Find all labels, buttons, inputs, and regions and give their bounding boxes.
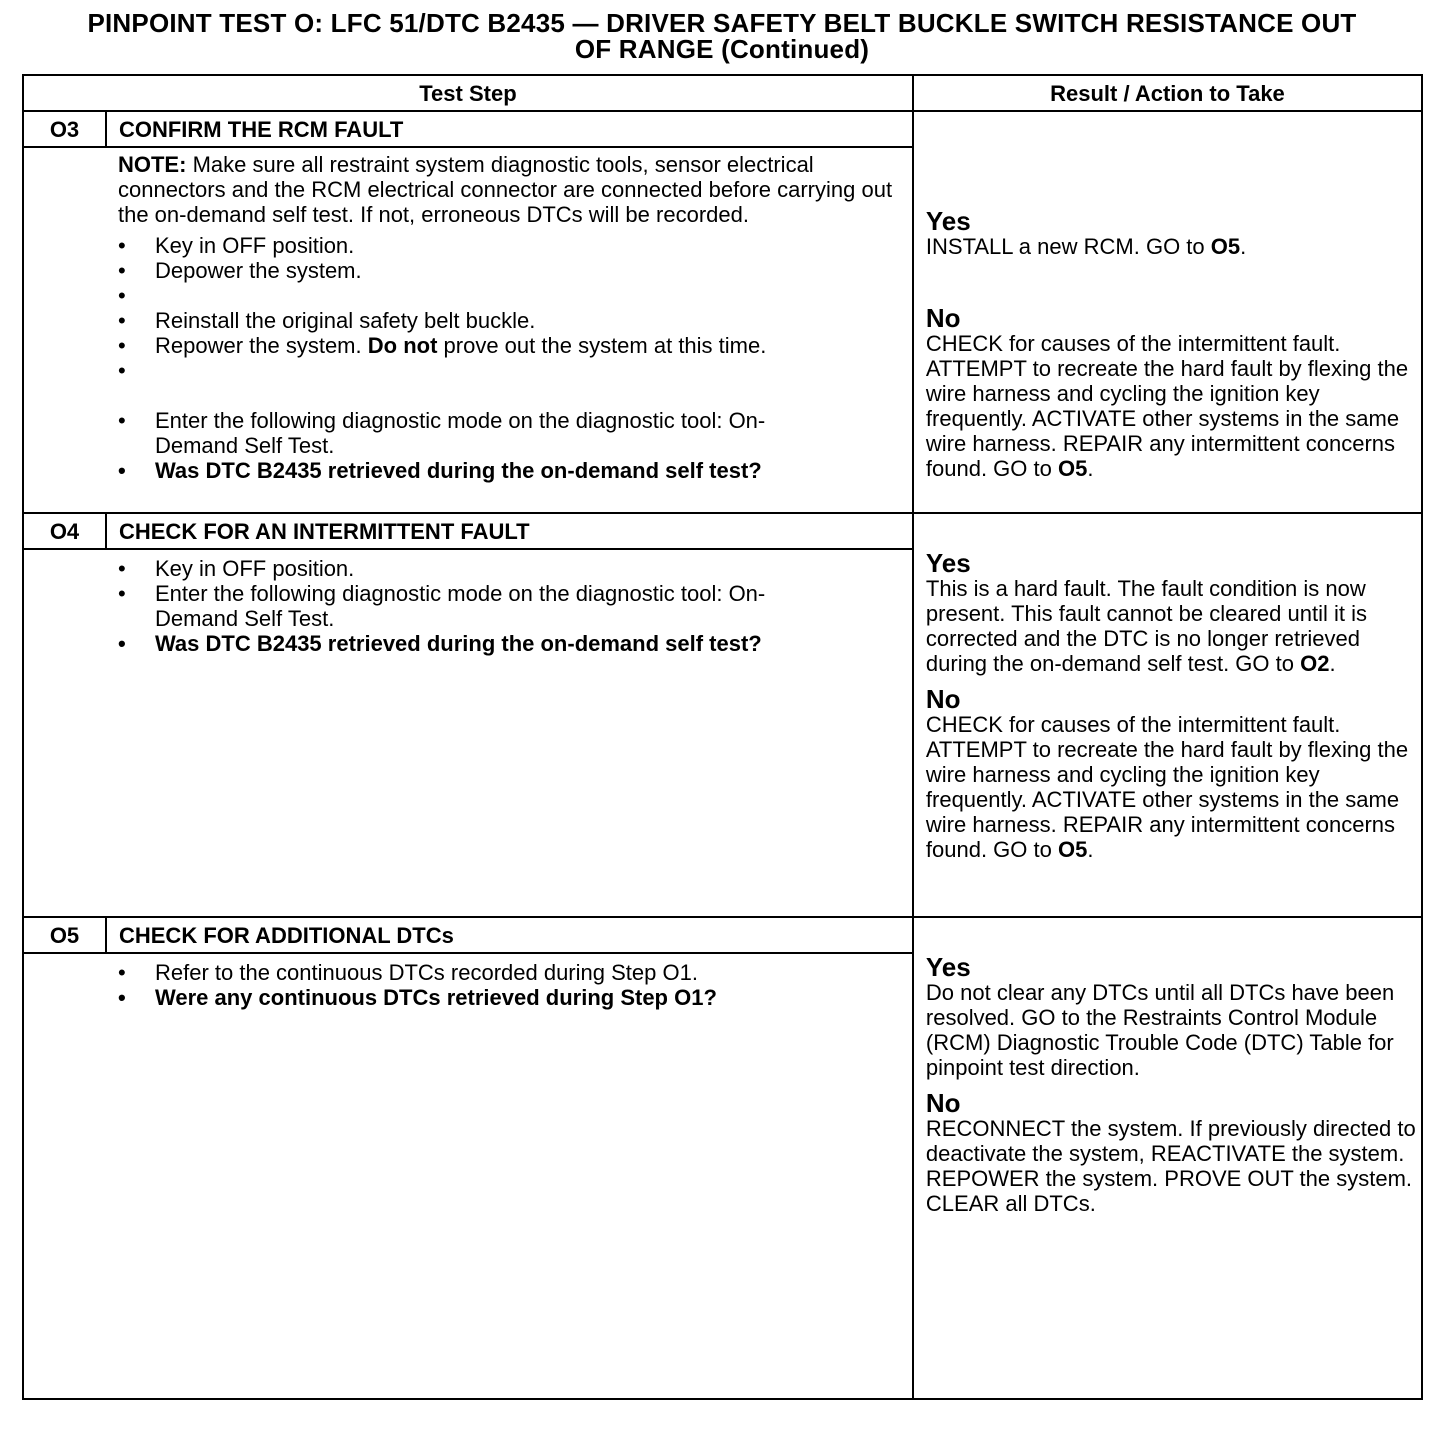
yes-label: Yes [925, 206, 971, 236]
yes-action: This is a hard fault. The fault condition is now present. This fault cannot be cleared until it is corrected and the DTC is no longer retrieved during the on-demand self test. GO to O2. [925, 576, 1367, 676]
step-row-o5-title [23, 917, 1422, 953]
result-cell-o5 [913, 917, 1422, 1399]
bullet-list [118, 960, 900, 1010]
list-item: • Enter the following diagnostic mode on the diagnostic tool: On-Demand Self Test. [118, 408, 900, 458]
pinpoint-test-table [22, 74, 1423, 1400]
step-title: CONFIRM THE RCM FAULT [106, 111, 913, 147]
list-item: • Depower the system. [118, 258, 900, 283]
no-action: CHECK for causes of the intermittent fault. ATTEMPT to recreate the hard fault by flexing the wire harness and cycling the ignition key frequently. ACTIVATE other systems in the same wire harness. REPAIR any intermittent concerns found. GO to O5. [925, 712, 1409, 862]
list-item: • Key in OFF position. [118, 556, 900, 581]
no-label: No [925, 684, 961, 714]
page-title [22, 10, 1422, 62]
step-body-spacer [23, 549, 106, 917]
list-item-question: • Was DTC B2435 retrieved during the on-demand self test? [118, 458, 900, 483]
yes-action: INSTALL a new RCM. GO to O5. [925, 234, 1247, 259]
no-action: RECONNECT the system. If previously directed to deactivate the system, REACTIVATE the system. REPOWER the system. PROVE OUT the system. CLEAR all DTCs. [925, 1116, 1416, 1216]
step-body-o5 [106, 953, 913, 1399]
no-label: No [925, 1088, 961, 1118]
bullet-list [118, 233, 900, 483]
yes-action: Do not clear any DTCs until all DTCs have been resolved. GO to the Restraints Control Module (RCM) Diagnostic Trouble Code (DTC) Table for pinpoint test direction. [925, 980, 1395, 1080]
step-body-o4 [106, 549, 913, 917]
list-item-question: • Was DTC B2435 retrieved during the on-demand self test? [118, 631, 900, 656]
no-label: No [925, 303, 961, 333]
step-row-o3-title [23, 111, 1422, 147]
step-number: O3 [23, 111, 106, 147]
table-header-row [23, 75, 1422, 111]
list-spacer [118, 283, 900, 308]
bullet-list [118, 556, 900, 656]
list-item: • Enter the following diagnostic mode on the diagnostic tool: On-Demand Self Test. [118, 581, 900, 631]
step-row-o4-title [23, 513, 1422, 549]
result-cell-o4 [913, 513, 1422, 917]
step-body-o3 [106, 147, 913, 513]
step-number: O5 [23, 917, 106, 953]
header-result: Result / Action to Take [913, 75, 1422, 111]
list-spacer [118, 358, 900, 408]
note-block: NOTE: Make sure all restraint system diagnostic tools, sensor electrical connectors and the RCM electrical connector are connected before carrying out the on-demand self test. If not, erroneous DTCs will be recorded. [117, 152, 893, 227]
list-item: • Reinstall the original safety belt buckle. [118, 308, 900, 333]
title-line-2: OF RANGE (Continued) [574, 34, 870, 64]
result-cell-o3 [913, 111, 1422, 513]
title-line-1: PINPOINT TEST O: LFC 51/DTC B2435 — DRIVER SAFETY BELT BUCKLE SWITCH RESISTANCE OUT [87, 8, 1357, 38]
list-item: • Repower the system. Do not prove out the system at this time. [118, 333, 900, 358]
no-action: CHECK for causes of the intermittent fault. ATTEMPT to recreate the hard fault by flexing the wire harness and cycling the ignition key frequently. ACTIVATE other systems in the same wire harness. REPAIR any intermittent concerns found. GO to O5. [925, 331, 1409, 481]
list-item-question: • Were any continuous DTCs retrieved during Step O1? [118, 985, 900, 1010]
yes-label: Yes [925, 952, 971, 982]
step-body-spacer [23, 953, 106, 1399]
list-item: • Refer to the continuous DTCs recorded during Step O1. [118, 960, 900, 985]
step-number: O4 [23, 513, 106, 549]
step-title: CHECK FOR AN INTERMITTENT FAULT [106, 513, 913, 549]
step-title: CHECK FOR ADDITIONAL DTCs [106, 917, 913, 953]
header-test-step: Test Step [23, 75, 913, 111]
list-item: • Key in OFF position. [118, 233, 900, 258]
yes-label: Yes [925, 548, 971, 578]
step-body-spacer [23, 147, 106, 513]
